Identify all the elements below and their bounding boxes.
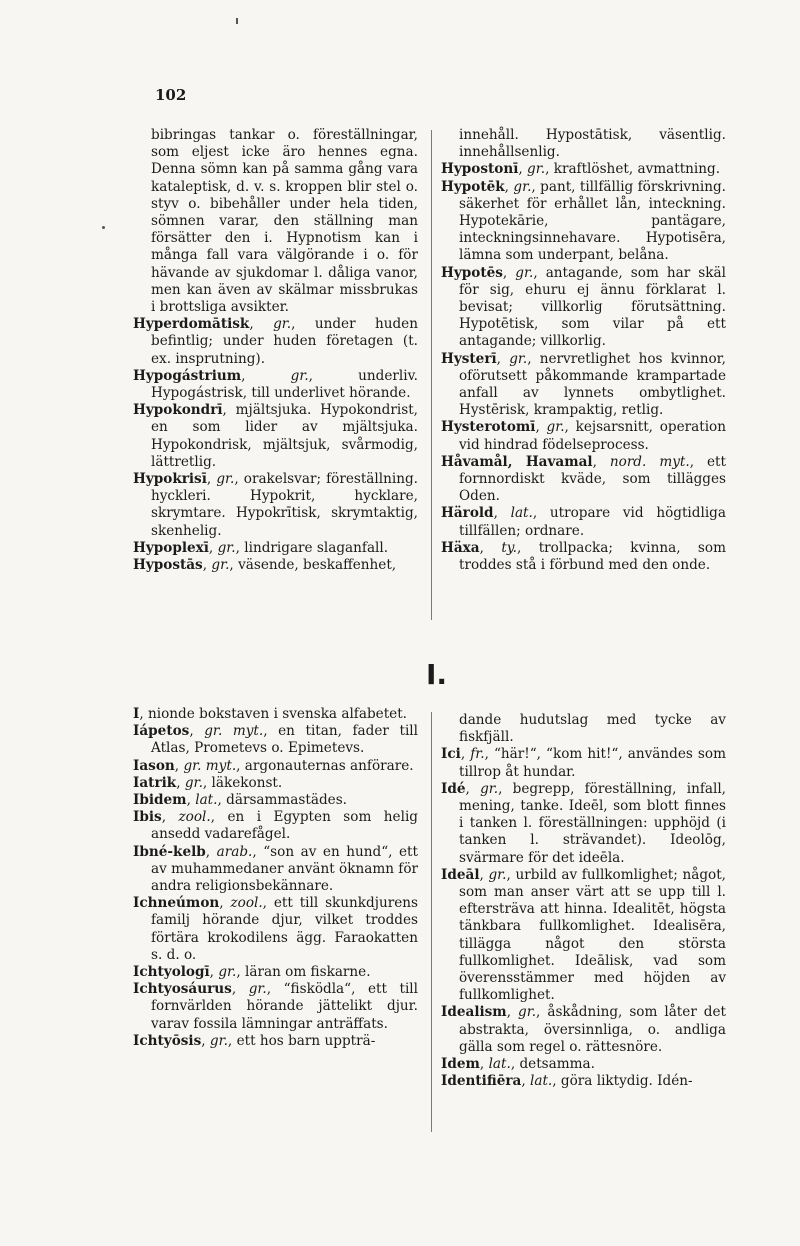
dictionary-entry: Ichtyosáurus, gr., “fisködla“, ett till fornvärlden hörande jättelikt djur. varav fossila lämningar anträffats. [133,981,418,1032]
entry-definition: urbild av fullkomlighet; något, som man anser värt att se upp till l. eftersträva att hinna. Idealitēt, högsta tänkbara fullkomlighet. Idealisēra, tillägga något den största fullkomlighet. Ideālisk, vad som överensstämmer med höjden av fullkomlighet. [459,866,726,1004]
entry-headword: Iason [133,757,175,774]
entry-headword: Hypostās [133,557,203,574]
dictionary-entry: Idem, lat., detsamma. [441,1056,595,1073]
entry-language-tag: gr. [509,350,528,367]
column-divider [431,130,432,620]
entry-language-tag: gr. [290,367,309,384]
entry-language-tag: gr. [184,774,203,791]
dictionary-entry: Ideāl, gr., urbild av fullkomlighet; något, som man anser värt att se upp till l. eftersträva att hinna. Idealitēt, högsta tänkbara fullkomlighet. Idealisēra, tillägga något den största fullkomlighet. Ideālisk, vad som överensstämmer med höjden av fullkomlighet. [441,866,726,1004]
entry-headword: Hypoplexī [133,539,209,556]
dictionary-entry: Hypotēk, gr., pant, tillfällig förskrivning. säkerhet för erhållet lån, inteckning. Hypotekārie, pantägare, inteckningsinnehavare. Hypotisēra, lämna som underpant, belåna. [441,178,726,264]
entry-headword: Idé [441,780,466,797]
entry-language-tag: lat. [510,505,533,522]
entry-definition: begrepp, föreställning, infall, mening, tanke. Ideēl, som blott finnes i tanken l. föreställningen: upphöjd (i tanken l. strävandet). Ideolōg, svärmare för det ideēla. [459,780,726,866]
dictionary-entry: Ichneúmon, zool., ett till skunkdjurens familj hörande djur, vilket troddes förtära krokodilens ägg. Faraokatten s. d. o. [133,895,418,963]
entry-list [133,316,418,574]
entry-headword: Ichtyologī [133,964,210,981]
entry-headword: I [133,706,140,722]
section-letter-heading: I. [426,658,448,691]
entry-headword: Ichneúmon [133,895,220,912]
dictionary-entry: Håvamål, Havamal, nord. myt., ett fornnordiskt kväde, som tillägges Oden. [441,453,726,505]
entry-language-tag: gr. [546,419,565,436]
entry-definition: en i Egypten som helig ansedd vadarefågel. [151,809,418,843]
entry-definition: åskådning, som låter det abstrakta, översinnliga, o. andliga gälla som regel o. rättesnöre. [459,1004,726,1055]
entry-language-tag: gr. [488,866,507,883]
dictionary-entry: Idé, gr., begrepp, föreställning, infall, mening, tanke. Ideēl, som blott finnes i tanken l. föreställningen: upphöjd (i tanken l. strävandet). Ideolōg, svärmare för det ideēla. [441,780,726,866]
entry-list [441,746,726,1090]
dictionary-entry: Hypoplexī, gr., lindrigare slaganfall. [133,539,389,556]
entry-language-tag: gr. [515,264,534,281]
dictionary-entry: Hypostās, gr., väsende, beskaffenhet, [133,557,397,574]
dictionary-entry: Iatrik, gr., läkekonst. [133,774,283,791]
dictionary-entry: Ici, fr., “här!“, “kom hit!“, användes som tillrop åt hundar. [441,746,726,780]
entry-headword: Hypokrisī [133,471,207,488]
entry-definition: väsende, beskaffenhet, [238,557,397,574]
entry-list [133,706,418,1050]
entry-headword: Hypostonī [441,161,519,178]
entry-definition: “son av en hund“, ett av muhammedaner använt öknamn för andra religionsbekännare. [151,843,419,895]
entry-definition: göra liktydig. Idén- [560,1073,693,1090]
entry-headword: Hypotēk [441,178,505,195]
dictionary-entry: Hypostonī, gr., kraftlöshet, avmattning. [441,161,721,178]
entry-definition: pant, tillfällig förskrivning. säkerhet för erhållet lån, inteckning. Hypotekārie, pantägare, inteckningsinnehavare. Hypotisēra, lämna som underpant, belåna. [459,178,726,264]
entry-definition: mjältsjuka. Hypokondrist, en som lider av mjältsjuka. Hypokondrisk, mjältsjuk, svårmodig, lättretlig. [151,402,418,470]
page-number: 102 [155,86,187,104]
entry-language-tag: arab. [216,843,253,860]
entry-language-tag: gr. [209,1032,228,1049]
entry-language-tag: lat. [488,1056,511,1073]
entry-headword: Hysterotomī [441,419,536,436]
entry-definition: ett hos barn uppträ- [236,1032,376,1049]
entry-headword: Idealism [441,1004,507,1021]
entry-definition: en titan, fader till Atlas, Prometevs o. Epimetevs. [151,723,418,757]
entry-definition: trollpacka; kvinna, som troddes stå i förbund med den onde. [459,539,726,574]
entry-language-tag: nord. myt. [609,453,690,470]
entry-language-tag: fr. [470,746,485,763]
dictionary-entry: Ibné-kelb, arab., “son av en hund“, ett av muhammedaner använt öknamn för andra religionsbekännare. [133,843,419,895]
entry-definition: nervretlighet hos kvinnor, oförutsett påkommande krampartade anfall av lynnets ombytlighet. Hystērisk, krampaktig, retlig. [459,350,726,419]
entry-headword: Ichtyōsis [133,1032,202,1049]
entry-definition: “här!“, “kom hit!“, användes som tillrop åt hundar. [459,746,726,780]
entry-definition: “fisködla“, ett till fornvärlden hörande jättelikt djur. varav fossila lämningar anträffats. [151,981,418,1032]
entry-definition: nionde bokstaven i svenska alfabetet. [148,706,407,722]
entry-headword: Ichtyosáurus [133,981,232,998]
continuation-text: innehåll. Hypostātisk, väsentlig. innehållsenlig. [459,127,726,161]
entry-language-tag: gr. [217,539,236,556]
entry-language-tag: gr. myt. [183,757,237,774]
dictionary-entry: Häxa, ty., trollpacka; kvinna, som troddes stå i förbund med den onde. [441,539,726,574]
scan-speck [102,226,105,229]
dictionary-entry: Ichtyōsis, gr., ett hos barn uppträ- [133,1032,376,1049]
entry-language-tag: gr. [218,964,237,981]
entry-definition: utropare vid högtidliga tillfällen; ordnare. [459,505,726,539]
dictionary-entry: Härold, lat., utropare vid högtidliga tillfällen; ordnare. [441,505,726,539]
entry-headword: Ideāl [441,866,480,883]
entry-headword: Håvamål, Havamal [441,453,593,470]
entry-headword: Hysterī [441,350,497,367]
entry-definition: kejsarsnitt, operation vid hindrad födelseprocess. [459,419,726,453]
continuation-text: bibringas tankar o. föreställningar, som eljest icke äro hennes egna. Denna sömn kan på samma gång vara kataleptisk, d. v. s. kroppen blir stel o. styv o. bibehåller under hela tiden, sömnen varar, den ställning man försätter den i. Hypnotism kan i många fall vara välgörande i o. för hävande av sjukdomar l. dåliga vanor, men kan även av skälmar missbrukas i brottsliga avsikter. [151,127,418,316]
dictionary-entry: Idealism, gr., åskådning, som låter det abstrakta, översinnliga, o. andliga gälla som regel o. rättesnöre. [441,1004,726,1055]
entry-definition: kraftlöshet, avmattning. [553,161,721,178]
entry-headword: Identifiēra [441,1073,522,1090]
dictionary-entry: Iápetos, gr. myt., en titan, fader till Atlas, Prometevs o. Epimetevs. [133,723,418,757]
entry-definition: lindrigare slaganfall. [244,539,389,556]
dictionary-entry: Ichtyologī, gr., läran om fiskarne. [133,964,371,981]
dictionary-entry: Ibidem, lat., därsammastädes. [133,792,347,809]
dictionary-entry: Hypogástrium, gr., underliv. Hypogástrisk, till underlivet hörande. [133,367,418,402]
entry-definition: underliv. Hypogástrisk, till underlivet hörande. [151,367,418,402]
dictionary-entry: Identifiēra, lat., göra liktydig. Idén- [441,1073,693,1090]
entry-language-tag: lat. [195,792,218,809]
entry-language-tag: gr. [273,316,292,333]
entry-headword: Idem [441,1056,480,1073]
entry-headword: Iápetos [133,723,190,740]
entry-definition: därsammastädes. [226,792,347,809]
entry-headword: Hypogástrium [133,367,242,384]
entry-language-tag: gr. [527,161,546,178]
entry-definition: under huden befintlig; under huden företagen (t. ex. insprutning). [151,316,418,367]
entry-headword: Ibis [133,809,162,826]
entry-definition: detsamma. [519,1056,595,1073]
entry-list [441,161,726,574]
entry-headword: Hypotēs [441,264,503,281]
entry-definition: ett till skunkdjurens familj hörande djur, vilket troddes förtära krokodilens ägg. Faraokatten s. d. o. [151,895,418,963]
entry-definition: läkekonst. [211,774,283,791]
entry-headword: Häxa [441,539,480,556]
entry-language-tag: gr. myt. [204,723,264,740]
entry-headword: Iatrik [133,774,177,791]
dictionary-entry: Hysterī, gr., nervretlighet hos kvinnor, oförutsett påkommande krampartade anfall av lynnets ombytlighet. Hystērisk, krampaktig, retlig. [441,350,726,419]
entry-language-tag: gr. [513,178,532,195]
scan-speck [236,18,238,24]
column-bottom-left [133,706,418,1050]
continuation-text: dande hudutslag med tycke av fiskfjäll. [459,712,726,746]
column-divider [431,712,432,1132]
entry-definition: ett fornnordiskt kväde, som tillägges Oden. [459,453,726,505]
dictionary-entry: Iason, gr. myt., argonauternas anförare. [133,757,414,774]
dictionary-entry: Hypokondrī, mjältsjuka. Hypokondrist, en som lider av mjältsjuka. Hypokondrisk, mjältsjuk, svårmodig, lättretlig. [133,402,418,470]
entry-language-tag: gr. [518,1004,537,1021]
entry-language-tag: gr. [211,557,230,574]
column-bottom-right [441,712,726,1090]
entry-headword: Hypokondrī [133,402,223,419]
dictionary-entry: Hypokrisī, gr., orakelsvar; föreställning. hyckleri. Hypokrit, hycklare, skrymtare. Hypokrītisk, skrymtaktig, skenhelig. [133,471,418,539]
entry-definition: antagande, som har skäl för sig, ehuru ej ännu förklarat l. bevisat; villkorlig förutsättning. Hypotētisk, som vilar på ett antagande; villkorlig. [459,264,726,350]
entry-language-tag: gr. [216,471,235,488]
dictionary-entry: Ibis, zool., en i Egypten som helig ansedd vadarefågel. [133,809,418,843]
entry-language-tag: gr. [480,780,499,797]
entry-headword: Ibné-kelb [133,843,206,860]
entry-definition: läran om fiskarne. [245,964,371,981]
entry-definition: orakelsvar; föreställning. hyckleri. Hypokrit, hycklare, skrymtare. Hypokrītisk, skrymtaktig, skenhelig. [151,471,418,539]
dictionary-entry: Hysterotomī, gr., kejsarsnitt, operation vid hindrad födelseprocess. [441,419,726,453]
entry-language-tag: lat. [530,1073,553,1090]
entry-language-tag: ty. [501,539,517,556]
entry-headword: Ibidem [133,792,187,809]
entry-headword: Ici [441,746,461,763]
entry-definition: argonauternas anförare. [244,757,414,774]
column-top-left [133,127,418,574]
dictionary-entry: Hypotēs, gr., antagande, som har skäl för sig, ehuru ej ännu förklarat l. bevisat; villkorlig förutsättning. Hypotētisk, som vilar på ett antagande; villkorlig. [441,264,726,350]
entry-language-tag: zool. [230,895,263,912]
entry-language-tag: zool. [178,809,211,826]
column-top-right [441,127,726,574]
dictionary-entry: I, nionde bokstaven i svenska alfabetet. [133,706,407,722]
entry-language-tag: gr. [248,981,267,998]
dictionary-entry: Hyperdomātisk, gr., under huden befintlig; under huden företagen (t. ex. insprutning). [133,316,418,367]
entry-headword: Härold [441,505,494,522]
entry-headword: Hyperdomātisk [133,316,250,333]
